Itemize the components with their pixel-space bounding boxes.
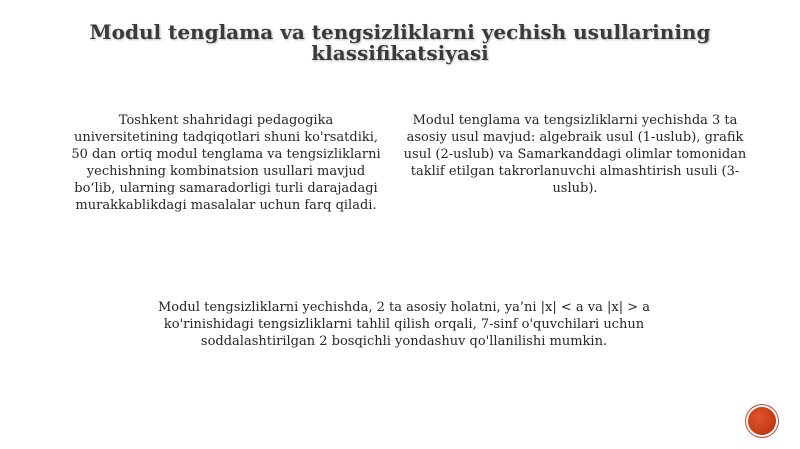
red-circle-icon[interactable] <box>748 407 776 435</box>
paragraph-left: Toshkent shahridagi pedagogika universitetining tadqiqotlari shuni ko'rsatdiki, 50 dan ortiq modul tenglama va tengsizliklarni yechishning kombinatsion usullari mavjud bo‘lib, ularning samaradorligi turli darajadagi murakkablikdagi masalalar uchun farq qiladi. <box>71 113 381 213</box>
slide-title: Modul tenglama va tengsizliklarni yechish usullarining klassifikatsiyasi <box>89 20 711 65</box>
paragraph-right: Modul tenglama va tengsizliklarni yechishda 3 ta asosiy usul mavjud: algebraik usul (1-uslub), grafik usul (2-uslub) va Samarkanddagi olimlar tomonidan taklif etilgan takrorlanuvchi almashtirish usuli (3-uslub). <box>403 113 747 196</box>
paragraph-bottom: Modul tengsizliklarni yechishda, 2 ta asosiy holatni, ya’ni |x| < a va |x| > a ko'rinishidagi tengsizliklarni tahlil qilish orqali, 7-sinf o'quvchilari uchun soddalashtirilgan 2 bosqichli yondashuv qo'llanilishi mumkin. <box>157 300 651 349</box>
